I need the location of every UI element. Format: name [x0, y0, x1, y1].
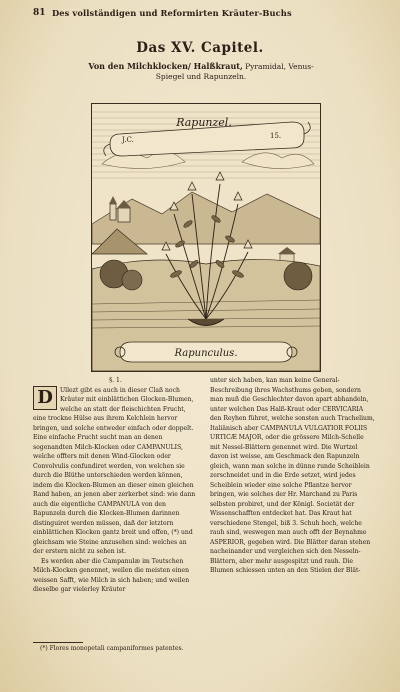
drop-cap: D: [33, 386, 57, 410]
right-column-text: unter sich haben, kan man keine General-Beschreibung ihres Wachsthums geben, sondern man muß die Geschlechter davon apart abhandeln, unter welchen Das Halß-Kraut oder CERVICARIA den Reyhen führet, welche sonsten auch Trachelium, Italiänisch aber CAMPANULA VULGATIOR FOLIIS URTICÆ MAJOR, oder die grössere Milch-Schelle mit Nessel-Blättern genennet wird. Die Wurtzel davon ist weisse, am Geschmack den Rapunzeln gleich, wann man solche in dünne runde Scheiblein zerschneidet und in die Erde setzet, wird jedes Scheiblein wieder eine solche Pflantze hervor bringen, wie solches der Hr. Marchand zu Paris selbsten probiret, und der Königl. Societät der Wissenschafften entdecket hat. Das Kraut hat verschiedene Stengel, biß 3. Schuh hoch, welche rauh sind, weswegen man auch offt der Beynahme ASPERIOR, gegeben wird. Die Blätter daran stehen nacheinander und vergleichen sich den Nesseln-Blättern, aber mehr ausgespitzt und rauh. Die Blumen schiessen unten an den Stielen der Blät-: [210, 377, 375, 574]
page-number: 81: [33, 8, 46, 18]
engraving-illustration: [91, 103, 321, 372]
banner-bottom-label: Rapunculus.: [174, 348, 238, 359]
subtitle-rest: Pyramidal, Venus-: [242, 62, 314, 71]
subtitle-bold: Von den Milchklocken/ Halßkraut,: [88, 61, 243, 71]
engraving-art: [92, 104, 320, 371]
engraving-mark-right: 15.: [270, 132, 282, 140]
chapter-subtitle: [36, 62, 366, 81]
section-number: §. 1.: [109, 377, 122, 384]
body-text: [33, 376, 375, 638]
right-column: [210, 376, 375, 576]
footnote: (*) Flores monopetali campaniformes patentes.: [40, 645, 184, 652]
subtitle-line-2: Spiegel und Rapunzeln.: [155, 71, 247, 81]
engraving-mark-left: J.C.: [122, 136, 134, 144]
page-header: [0, 5, 400, 23]
left-column-paragraph-2: Es werden aber die Campanulæ im Teutschen Milch-Klocken genennet, weilen die meisten einen weissen Safft, wie Milch in sich haben; und weilen dieselbe gar vielerley Kräuter: [33, 557, 190, 593]
footnote-rule: [33, 642, 83, 643]
running-title: Des vollständigen und Reformirten Kräuter-Buchs: [52, 8, 292, 18]
left-column-text: Ullezt gibt es auch in dieser Claß noch Kräuter mit einblättichen Glocken-Blumen, welche an statt der fleischichten Frucht, eine trockne Hülse aus ihrem Kelchlein hervor bringen, und solche entweder einfach oder doppelt. Eine einfache Frucht sucht man an denen sogenandten Milch-Klocken oder CAMPANULIS, welche offters mit denen Wind-Glocken oder Convolvulis confundiret werden, von welchen sie durch die Blüthe unterschieden werden können, indem die Klocken-Blumen an dieser einen gleichen Rand haben, an jenen aber zerkerbet sind: wie dann auch die eigentliche CAMPANULA von den Rapunzeln durch die Klocken-Blumen darinnen distinguiret werden müssen, daß der letztern einblättichen Klocken gantz breit und offen, (*) und gleichsam wie Steine anzusehen sind: welches an der erstern nicht zu sehen ist.: [33, 386, 196, 555]
banner-top-label: Rapunzel.: [176, 116, 232, 129]
chapter-title: Das XV. Capitel.: [136, 40, 264, 56]
left-column: [33, 376, 198, 595]
